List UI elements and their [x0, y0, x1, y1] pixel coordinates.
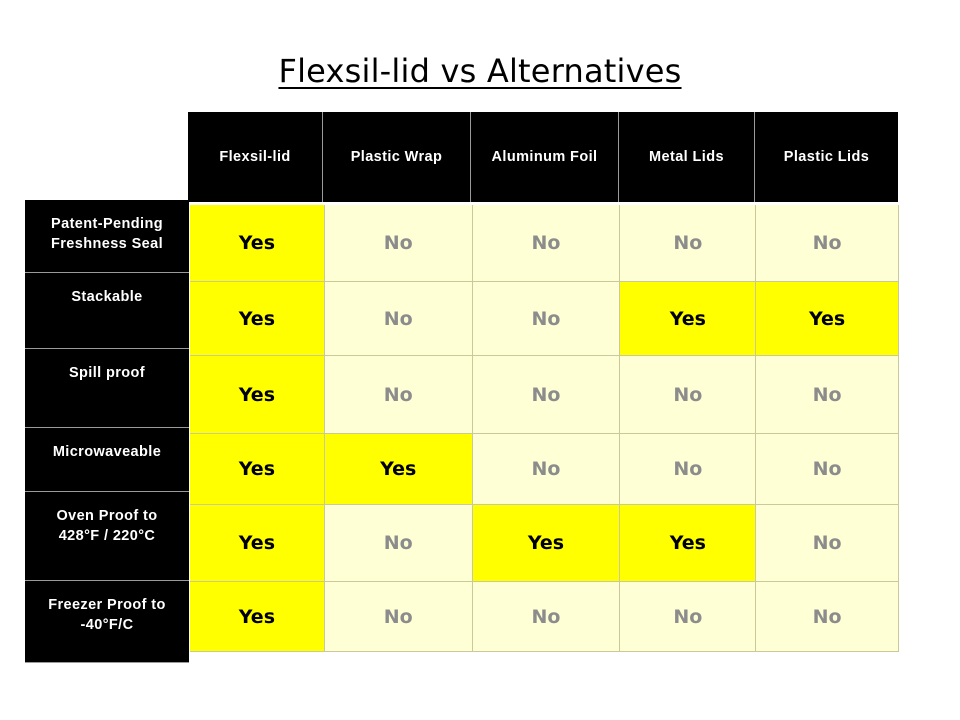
table-cell: No	[756, 205, 899, 282]
table-cell: No	[620, 434, 756, 505]
table-cell: Yes	[620, 282, 756, 356]
row-header-line: -40°F/C	[80, 617, 134, 633]
table-cell: Yes	[473, 505, 621, 582]
column-header-plastic-wrap: Plastic Wrap	[323, 112, 471, 202]
table-row	[190, 434, 899, 505]
table-row	[190, 582, 899, 652]
table-cell: Yes	[756, 282, 899, 356]
row-header-line: Spill proof	[68, 365, 146, 381]
table-cell: No	[325, 205, 473, 282]
table-cell: No	[756, 356, 899, 434]
table-row	[190, 356, 899, 434]
table-cell: No	[473, 282, 621, 356]
column-header-aluminum-foil: Aluminum Foil	[471, 112, 619, 202]
table-cell: No	[325, 282, 473, 356]
page-title: Flexsil-lid vs Alternatives	[278, 52, 682, 90]
table-row	[190, 205, 899, 282]
table-cell: No	[473, 205, 621, 282]
table-cell: No	[473, 582, 621, 652]
table-cell: No	[756, 434, 899, 505]
row-header-freezer-proof	[25, 581, 189, 663]
table-cell: Yes	[190, 356, 325, 434]
table-cell: No	[325, 356, 473, 434]
row-header-line: Patent-Pending	[51, 216, 163, 232]
row-header-line: Stackable	[71, 289, 143, 305]
table-cell: Yes	[325, 434, 473, 505]
row-header-line: 428°F / 220°C	[58, 528, 156, 544]
table-cell: No	[325, 582, 473, 652]
table-cell: Yes	[620, 505, 756, 582]
row-header-line: Microwaveable	[52, 444, 162, 460]
table-cell: Yes	[190, 582, 325, 652]
row-header-line: Freezer Proof to	[48, 597, 166, 613]
table-row	[190, 282, 899, 356]
table-cell: Yes	[190, 282, 325, 356]
table-cell: Yes	[190, 205, 325, 282]
row-header-line: Freshness Seal	[51, 236, 163, 252]
column-header-row	[188, 112, 898, 202]
table-cell: No	[620, 356, 756, 434]
row-header-oven-proof	[25, 492, 189, 581]
table-cell: Yes	[190, 505, 325, 582]
column-header-plastic-lids: Plastic Lids	[783, 149, 870, 165]
table-cell: No	[620, 582, 756, 652]
row-header-line: Oven Proof to	[56, 508, 158, 524]
row-header-column	[25, 200, 189, 663]
table-cell: No	[473, 356, 621, 434]
column-header-flexsil-lid: Flexsil-lid	[188, 112, 323, 202]
table-cell: No	[756, 505, 899, 582]
table-cell: No	[473, 434, 621, 505]
table-row	[190, 505, 899, 582]
row-header-freshness-seal	[25, 200, 189, 273]
row-header-microwaveable	[25, 428, 189, 492]
table-cell: No	[325, 505, 473, 582]
column-header-metal-lids: Metal Lids	[619, 112, 755, 202]
table-cell: No	[756, 582, 899, 652]
comparison-grid	[190, 205, 899, 652]
table-cell: Yes	[190, 434, 325, 505]
row-header-stackable	[25, 273, 189, 349]
table-cell: No	[620, 205, 756, 282]
row-header-spill-proof	[25, 349, 189, 428]
